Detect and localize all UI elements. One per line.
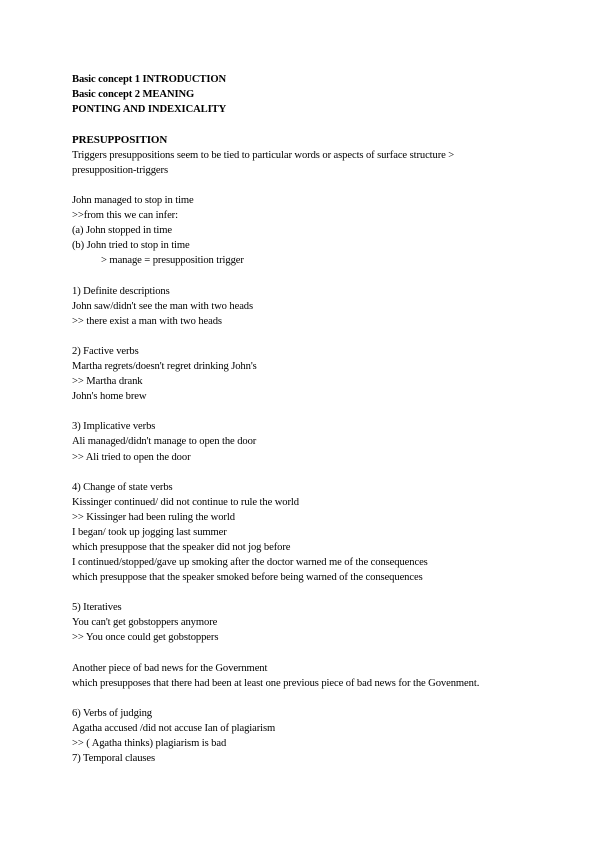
example-line-5: > manage = presupposition trigger — [101, 255, 244, 266]
judging-line-2: >> ( Agatha thinks) plagiarism is bad — [72, 738, 227, 749]
judging-title: 6) Verbs of judging — [72, 708, 152, 719]
definite-line-1: John saw/didn't see the man with two heads — [72, 301, 254, 312]
iteratives-line-1: You can't get gobstoppers anymore — [72, 617, 218, 628]
change-state-line-2: >> Kissinger had been ruling the world — [72, 512, 235, 523]
iteratives-line-4: which presupposes that there had been at least one previous piece of bad news for the Govenment. — [72, 678, 480, 689]
factive-line-1: Martha regrets/doesn't regret drinking John's — [72, 361, 257, 372]
example-line-2: >>from this we can infer: — [72, 210, 178, 221]
header-line-1: Basic concept 1 INTRODUCTION — [72, 74, 227, 85]
factive-title: 2) Factive verbs — [72, 346, 139, 357]
implicative-title: 3) Implicative verbs — [72, 421, 156, 432]
implicative-line-2: >> Ali tried to open the door — [72, 452, 191, 463]
header-line-2: Basic concept 2 MEANING — [72, 89, 195, 100]
iteratives-title: 5) Iteratives — [72, 602, 122, 613]
example-line-3: (a) John stopped in time — [72, 225, 172, 236]
header-line-3: PONTING AND INDEXICALITY — [72, 104, 227, 115]
example-line-4: (b) John tried to stop in time — [72, 240, 190, 251]
change-state-title: 4) Change of state verbs — [72, 482, 173, 493]
change-state-line-6: which presuppose that the speaker smoked before being warned of the consequences — [72, 572, 423, 583]
iteratives-line-3: Another piece of bad news for the Government — [72, 663, 268, 674]
example-line-1: John managed to stop in time — [72, 195, 194, 206]
iteratives-line-2: >> You once could get gobstoppers — [72, 632, 219, 643]
intro-line-1: Triggers presuppositions seem to be tied to particular words or aspects of surface structure > — [72, 150, 455, 161]
temporal-title: 7) Temporal clauses — [72, 753, 156, 764]
intro-line-2: presupposition-triggers — [72, 165, 168, 176]
implicative-line-1: Ali managed/didn't manage to open the door — [72, 436, 257, 447]
change-state-line-1: Kissinger continued/ did not continue to rule the world — [72, 497, 299, 508]
definite-line-2: >> there exist a man with two heads — [72, 316, 222, 327]
change-state-line-5: I continued/stopped/gave up smoking after the doctor warned me of the consequences — [72, 557, 428, 568]
section-title: PRESUPPOSITION — [72, 134, 168, 146]
change-state-line-3: I began/ took up jogging last summer — [72, 527, 227, 538]
change-state-line-4: which presuppose that the speaker did not jog before — [72, 542, 291, 553]
judging-line-1: Agatha accused /did not accuse Ian of plagiarism — [72, 723, 276, 734]
definite-title: 1) Definite descriptions — [72, 286, 170, 297]
factive-line-2: >> Martha drank — [72, 376, 143, 387]
factive-line-3: John's home brew — [72, 391, 147, 402]
